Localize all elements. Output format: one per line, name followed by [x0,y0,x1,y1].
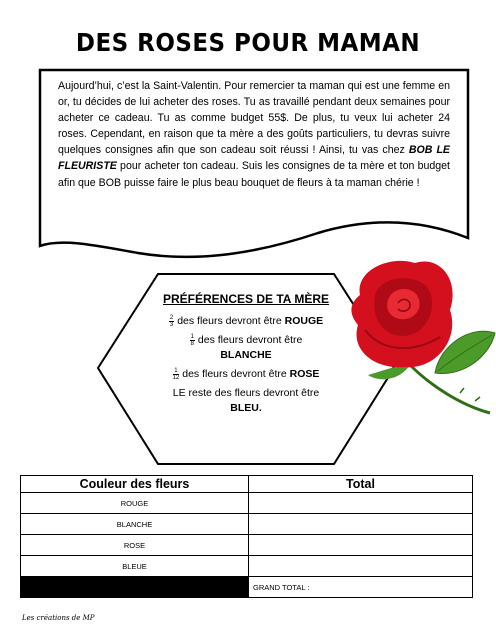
intro-text [58,78,450,191]
total-cell[interactable] [249,493,473,514]
fraction-white: $\frac{1}{8}$ [190,333,194,347]
header-total: Total [249,476,473,493]
intro-part2: pour acheter ton cadeau. Suis les consignes de ta mère et ton budget afin que BOB puisse faire le plus beau bouquet de fleurs à ta maman chérie ! [58,160,450,189]
total-cell[interactable] [249,535,473,556]
shop-name: BOB LE FLEURISTE [58,144,451,173]
total-cell[interactable] [249,556,473,577]
rule-red: $\frac{2}{3}$ des fleurs devront être ROUGE [169,314,324,328]
rose-illustration [340,255,496,415]
table-row [21,493,473,514]
flower-table [20,475,473,598]
row-label: BLEUE [21,556,249,577]
table-row [21,535,473,556]
row-label: ROUGE [21,493,249,514]
table-row [21,514,473,535]
header-color: Couleur des fleurs [21,476,249,493]
table-row [21,556,473,577]
footer-credit: Les créations de MP [22,614,95,622]
fraction-red: $\frac{2}{3}$ [169,314,174,328]
blacked-cell [21,577,249,598]
rule-pink: $\frac{1}{12}$ des fleurs devront être ROSE [172,367,320,381]
intro-part1: Aujourd’hui, c’est la Saint-Valentin. Pour remercier ta maman qui est une femme en or, tu décides de lui acheter des roses. Tu as travaillé pendant deux semaines pour acheter ce cadeau. Tu as comme budget 55$. De plus, tu veux lui acheter 24 roses. Cependant, en raison que ta mère a des goûts particuliers, tu devras suivre quelques consignes afin que son cadeau soit réussi ! Ainsi, tu vas chez [58,80,450,157]
rule-white: $\frac{1}{8}$ des fleurs devront être BLANCHE [190,333,303,361]
fraction-pink: $\frac{1}{12}$ [172,367,180,381]
page-title: DES ROSES POUR MAMAN [75,28,421,57]
total-cell[interactable] [249,514,473,535]
rule-blue: LE reste des fleurs devront être BLEU. [172,387,320,414]
grand-total-row [21,577,473,598]
grand-total-cell[interactable]: GRAND TOTAL : [249,577,473,598]
row-label: BLANCHE [21,514,249,535]
preferences-title: PRÉFÉRENCES DE TA MÈRE [162,292,330,306]
intro-banner [38,68,470,264]
row-label: ROSE [21,535,249,556]
